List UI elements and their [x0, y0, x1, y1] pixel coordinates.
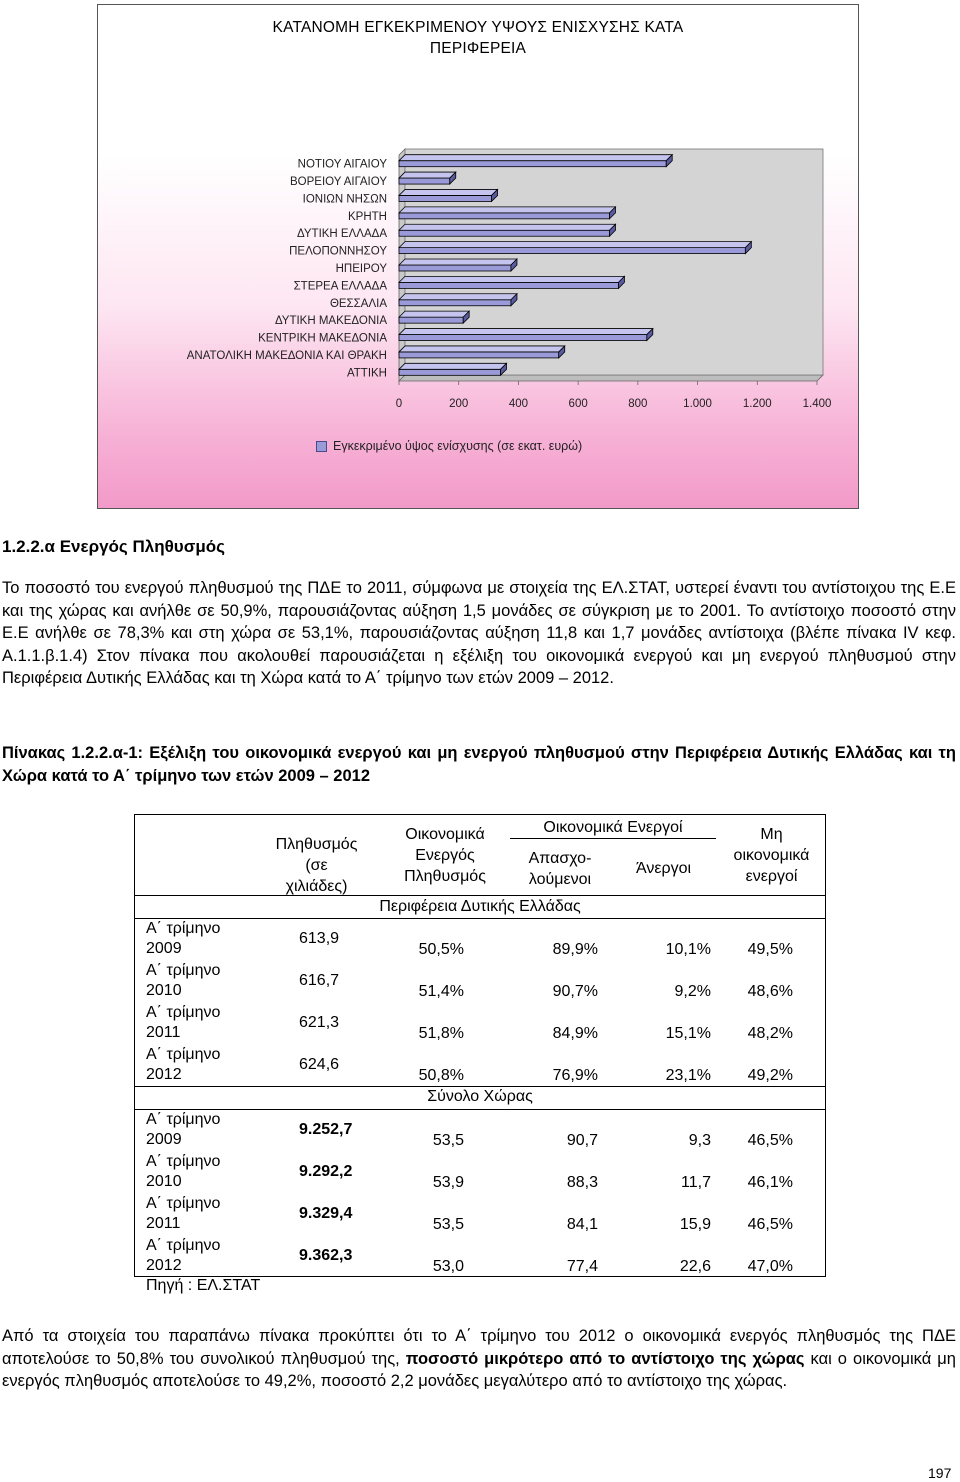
- employed-value: 90,7: [566, 1132, 598, 1149]
- bar: [399, 265, 511, 271]
- bar-group: [399, 329, 653, 341]
- category-label: ΔΥΤΙΚΗ ΜΑΚΕΔΟΝΙΑ: [274, 315, 387, 328]
- inactive-value: 48,2%: [747, 1025, 793, 1042]
- category-label: ΑΝΑΤΟΛΙΚΗ ΜΑΚΕΔΟΝΙΑ ΚΑΙ ΘΡΑΚΗ: [186, 349, 387, 362]
- table-border: [134, 895, 826, 896]
- header-population: Πληθυσμός (σε χιλιάδες): [275, 836, 358, 895]
- bar-group: [399, 276, 624, 288]
- population-value: 624,6: [299, 1056, 340, 1073]
- bar: [399, 335, 647, 341]
- bar-top: [399, 155, 672, 161]
- period-year: 2010: [146, 982, 182, 999]
- active-value: 53,0: [432, 1258, 464, 1275]
- period-year: 2011: [146, 1024, 181, 1041]
- bar: [399, 352, 559, 358]
- category-label: ΔΥΤΙΚΗ ΕΛΛΑΔΑ: [297, 228, 387, 241]
- header-unemployed: Άνεργοι: [635, 860, 692, 877]
- table-source: Πηγή : ΕΛ.ΣΤΑΤ: [146, 1277, 261, 1294]
- bar-group: [399, 259, 517, 271]
- period-year: 2009: [146, 940, 182, 957]
- population-value: 9.362,3: [299, 1247, 353, 1264]
- population-value: 9.292,2: [299, 1163, 353, 1180]
- bar-group: [399, 189, 498, 201]
- bar-top: [399, 311, 469, 317]
- inactive-value: 49,2%: [747, 1067, 793, 1084]
- chart-floor: [399, 375, 823, 381]
- table-border: [134, 814, 135, 1276]
- unemployed-value: 9,2%: [674, 983, 711, 1000]
- period-label: Α΄ τρίμηνο: [146, 1046, 221, 1063]
- bar-group: [399, 294, 517, 306]
- active-value: 53,5: [432, 1216, 464, 1233]
- bar-group: [399, 172, 456, 184]
- bar-chart: [98, 5, 858, 508]
- bar: [399, 213, 609, 219]
- population-value: 621,3: [299, 1014, 340, 1031]
- population-value: 616,7: [299, 972, 340, 989]
- period-year: 2012: [146, 1066, 182, 1083]
- inactive-value: 49,5%: [747, 941, 793, 958]
- inactive-value: 46,5%: [747, 1216, 793, 1233]
- unemployed-value: 9,3: [688, 1132, 711, 1149]
- x-tick-label: 600: [568, 398, 588, 410]
- employed-value: 84,9%: [552, 1025, 598, 1042]
- table-border: [134, 1276, 826, 1277]
- period-label: Α΄ τρίμηνο: [146, 1195, 221, 1212]
- unemployed-value: 11,7: [681, 1174, 711, 1191]
- period-label: Α΄ τρίμηνο: [146, 1111, 221, 1128]
- legend-swatch: [316, 441, 327, 452]
- bar: [399, 248, 745, 254]
- bar-top: [399, 346, 565, 352]
- period-year: 2012: [146, 1257, 182, 1274]
- bar: [399, 230, 609, 236]
- x-tick-label: 200: [449, 398, 469, 410]
- x-tick-label: 1.400: [802, 398, 832, 410]
- category-label: ΑΤΤΙΚΗ: [346, 367, 387, 380]
- bar: [399, 369, 501, 375]
- period-label: Α΄ τρίμηνο: [146, 1004, 221, 1021]
- active-value: 50,8%: [418, 1067, 464, 1084]
- bar-group: [399, 155, 672, 167]
- header-active-group: Οικονομικά Ενεργοί: [543, 819, 683, 836]
- bar-top: [399, 259, 517, 265]
- header-employed: Απασχο- λούμενοι: [528, 850, 592, 888]
- emphasis-text: ποσοστό μικρότερο από το αντίστοιχο της χώρας: [405, 1349, 805, 1368]
- population-table: [134, 814, 826, 1294]
- table-border: [134, 814, 826, 815]
- bar-top: [399, 207, 615, 213]
- bar-group: [399, 363, 507, 375]
- population-value: 9.329,4: [299, 1205, 353, 1222]
- bar: [399, 178, 450, 184]
- employed-value: 89,9%: [552, 941, 598, 958]
- period-year: 2009: [146, 1131, 182, 1148]
- category-label: ΘΕΣΣΑΛΙΑ: [329, 297, 387, 310]
- x-tick-label: 800: [628, 398, 648, 410]
- paragraph-conclusion: Από τα στοιχεία του παραπάνω πίνακα προκύπτει ότι το Α΄ τρίμηνο του 2012 ο οικονομικά ενεργός πληθυσμός της ΠΔΕ αποτελούσε το 50,8% του συνολικού πληθυσμού της, ποσοστό μικρότερο από το αντίστοιχο της χώρας και ο οικονομικά μη ενεργός πληθυσμός αποτελούσε το 49,2%, ποσοστό 2,2 μονάδες μεγαλύτερο από το αντίστοιχο της χώρας.: [2, 1327, 956, 1390]
- category-label: ΒΟΡΕΙΟΥ ΑΙΓΑΙΟΥ: [289, 176, 387, 189]
- active-value: 51,8%: [418, 1025, 464, 1042]
- category-label: ΝΟΤΙΟΥ ΑΙΓΑΙΟΥ: [297, 158, 387, 171]
- bar-top: [399, 224, 615, 230]
- chart-container: [97, 4, 859, 509]
- active-value: 51,4%: [418, 983, 464, 1000]
- unemployed-value: 22,6: [679, 1258, 711, 1275]
- bar-top: [399, 242, 751, 248]
- table-border: [134, 1086, 826, 1087]
- inactive-value: 47,0%: [747, 1258, 793, 1275]
- category-label: ΚΡΗΤΗ: [348, 210, 387, 223]
- x-tick-label: 1.200: [742, 398, 772, 410]
- table-border: [825, 814, 826, 1276]
- header-inactive: Μη οικονομικά ενεργοί: [733, 826, 810, 885]
- employed-value: 76,9%: [552, 1067, 598, 1084]
- table-caption: Πίνακας 1.2.2.α-1: Εξέλιξη του οικονομικά ενεργού και μη ενεργού πληθυσμού στην Περιφέρεια Δυτικής Ελλάδας και τη Χώρα κατά το Α΄ τρίμηνο των ετών 2009 – 2012: [2, 744, 956, 785]
- unemployed-value: 15,1%: [665, 1025, 711, 1042]
- chart-title-line1: ΚΑΤΑΝΟΜΗ ΕΓΚΕΚΡΙΜΕΝΟΥ ΥΨΟΥΣ ΕΝΙΣΧΥΣΗΣ ΚΑΤΑ: [272, 19, 684, 36]
- paragraph-active-population: Το ποσοστό του ενεργού πληθυσμού της ΠΔΕ το 2011, σύμφωνα με στοιχεία της ΕΛ.ΣΤΑΤ, υστερεί έναντι του αντίστοιχου της Ε.Ε και της χώρας και ανήλθε σε 50,9%, παρουσιάζοντας αύξηση 1,5 μονάδες σε σύγκριση με το 2001. Το αντίστοιχο ποσοστό στην Ε.Ε ανήλθε σε 78,3% και στη χώρα σε 53,1%, παρουσιάζοντας αύξηση 11,8 και 1,7 μονάδες αντίστοιχα (βλέπε πίνακα IV κεφ. Α.1.1.β.1.4) Στον πίνακα που ακολουθεί παρουσιάζεται η εξέλιξη του οικονομικά ενεργού και μη ενεργού πληθυσμού στην Περιφέρεια Δυτικής Ελλάδας και τη Χώρα κατά το Α΄ τρίμηνο των ετών 2009 – 2012.: [2, 579, 956, 687]
- table-border: [134, 1109, 826, 1110]
- bar-group: [399, 311, 469, 323]
- category-label: ΣΤΕΡΕΑ ΕΛΛΑΔΑ: [293, 280, 387, 293]
- bar: [399, 317, 463, 323]
- x-tick-label: 1.000: [683, 398, 712, 410]
- table-border: [134, 918, 826, 919]
- unemployed-value: 23,1%: [665, 1067, 711, 1084]
- employed-value: 90,7%: [552, 983, 598, 1000]
- region-section-label: Περιφέρεια Δυτικής Ελλάδας: [379, 898, 581, 915]
- bar-top: [399, 276, 624, 282]
- header-active: Οικονομικά Ενεργός Πληθυσμός: [404, 826, 486, 885]
- bar: [399, 161, 666, 167]
- period-label: Α΄ τρίμηνο: [146, 1237, 221, 1254]
- bar-group: [399, 224, 615, 236]
- period-label: Α΄ τρίμηνο: [146, 920, 221, 937]
- period-year: 2010: [146, 1173, 182, 1190]
- bar-top: [399, 294, 517, 300]
- table-border: [510, 838, 716, 839]
- bar-top: [399, 329, 653, 335]
- bar: [399, 300, 511, 306]
- bar: [399, 195, 492, 201]
- unemployed-value: 10,1%: [665, 941, 711, 958]
- active-value: 50,5%: [418, 941, 464, 958]
- bar: [399, 282, 618, 288]
- inactive-value: 46,5%: [747, 1132, 793, 1149]
- x-tick-label: 0: [395, 398, 403, 410]
- inactive-value: 48,6%: [747, 983, 793, 1000]
- employed-value: 77,4: [566, 1258, 598, 1275]
- population-value: 613,9: [299, 930, 340, 947]
- x-tick-label: 400: [508, 398, 529, 410]
- chart-title-line2: ΠΕΡΙΦΕΡΕΙΑ: [429, 40, 527, 57]
- country-section-label: Σύνολο Χώρας: [427, 1088, 533, 1105]
- period-label: Α΄ τρίμηνο: [146, 1153, 221, 1170]
- legend-label: Εγκεκριμένο ύψος ενίσχυσης (σε εκατ. ευρώ): [333, 439, 583, 453]
- population-value: 9.252,7: [299, 1121, 353, 1138]
- category-label: ΠΕΛΟΠΟΝΝΗΣΟΥ: [289, 245, 387, 258]
- category-label: ΗΠΕΙΡΟΥ: [335, 263, 387, 275]
- period-label: Α΄ τρίμηνο: [146, 962, 221, 979]
- bar-group: [399, 346, 565, 358]
- inactive-value: 46,1%: [747, 1174, 793, 1191]
- page-number: 197: [928, 1465, 952, 1481]
- unemployed-value: 15,9: [679, 1216, 711, 1233]
- active-value: 53,5: [432, 1132, 464, 1149]
- bar-top: [399, 172, 456, 178]
- employed-value: 84,1: [566, 1216, 598, 1233]
- category-label: ΚΕΝΤΡΙΚΗ ΜΑΚΕΔΟΝΙΑ: [258, 332, 387, 345]
- bar-top: [399, 363, 507, 369]
- chart-legend: [316, 439, 582, 453]
- bar-top: [399, 189, 498, 195]
- bar-group: [399, 207, 615, 219]
- employed-value: 88,3: [566, 1174, 598, 1191]
- bar-group: [399, 242, 751, 254]
- category-label: ΙΟΝΙΩΝ ΝΗΣΩΝ: [302, 193, 387, 206]
- section-heading: 1.2.2.α Ενεργός Πληθυσμός: [2, 537, 225, 556]
- active-value: 53,9: [432, 1174, 464, 1191]
- period-year: 2011: [146, 1215, 181, 1232]
